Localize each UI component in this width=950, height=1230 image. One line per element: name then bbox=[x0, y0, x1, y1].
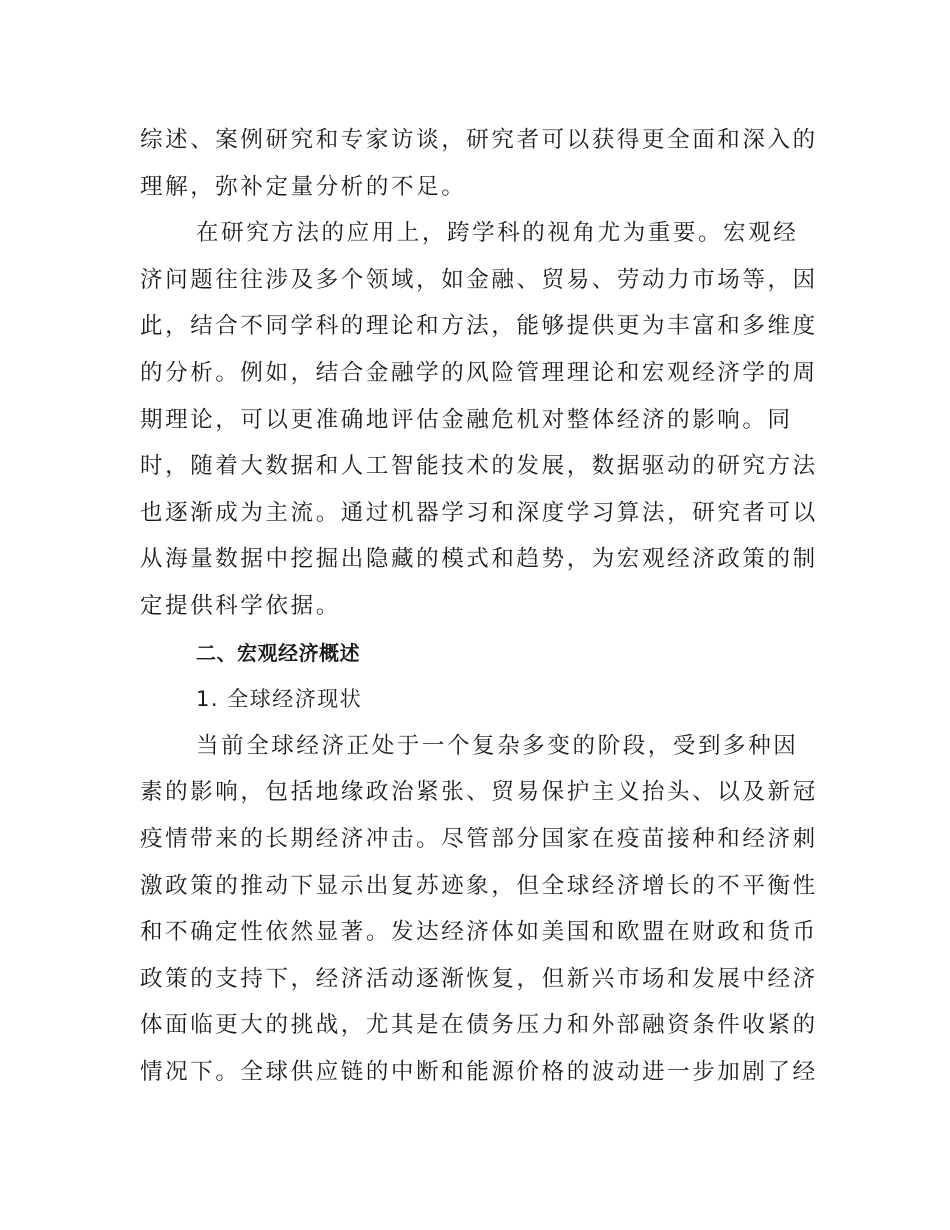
text-line: 政策的支持下，经济活动逐渐恢复，但新兴市场和发展中经济 bbox=[140, 965, 818, 992]
paragraph bbox=[140, 723, 818, 1096]
text-line: 时，随着大数据和人工智能技术的发展，数据驱动的研究方法 bbox=[140, 453, 818, 480]
paragraph bbox=[140, 210, 818, 629]
text-line: 激政策的推动下显示出复苏迹象，但全球经济增长的不平衡性 bbox=[140, 872, 818, 899]
subsection-heading: 1. 全球经济现状 bbox=[196, 687, 363, 712]
document-page bbox=[140, 117, 818, 1095]
text-line: 和不确定性依然显著。发达经济体如美国和欧盟在财政和货币 bbox=[140, 919, 818, 946]
text-line: 情况下。全球供应链的中断和能源价格的波动进一步加剧了经 bbox=[140, 1058, 818, 1085]
text-line: 济问题往往涉及多个领域，如金融、贸易、劳动力市场等，因 bbox=[140, 266, 818, 293]
text-line: 定提供科学依据。 bbox=[140, 592, 341, 619]
text-line: 从海量数据中挖掘出隐藏的模式和趋势，为宏观经济政策的制 bbox=[140, 546, 818, 573]
text-line: 素的影响，包括地缘政治紧张、贸易保护主义抬头、以及新冠 bbox=[140, 779, 818, 806]
text-line: 在研究方法的应用上，跨学科的视角尤为重要。宏观经 bbox=[196, 220, 799, 247]
text-line: 理解，弥补定量分析的不足。 bbox=[140, 173, 467, 200]
text-line: 期理论，可以更准确地评估金融危机对整体经济的影响。同 bbox=[140, 406, 793, 433]
section-heading: 二、宏观经济概述 bbox=[196, 640, 360, 665]
text-line: 当前全球经济正处于一个复杂多变的阶段，受到多种因 bbox=[196, 732, 799, 759]
text-line: 疫情带来的长期经济冲击。尽管部分国家在疫苗接种和经济刺 bbox=[140, 825, 818, 852]
text-line: 此，结合不同学科的理论和方法，能够提供更为丰富和多维度 bbox=[140, 313, 818, 340]
text-line: 体面临更大的挑战，尤其是在债务压力和外部融资条件收紧的 bbox=[140, 1012, 818, 1039]
text-line: 的分析。例如，结合金融学的风险管理理论和宏观经济学的周 bbox=[140, 359, 818, 386]
text-line: 也逐渐成为主流。通过机器学习和深度学习算法，研究者可以 bbox=[140, 499, 818, 526]
paragraph bbox=[140, 117, 818, 210]
text-line: 综述、案例研究和专家访谈，研究者可以获得更全面和深入的 bbox=[140, 127, 818, 153]
